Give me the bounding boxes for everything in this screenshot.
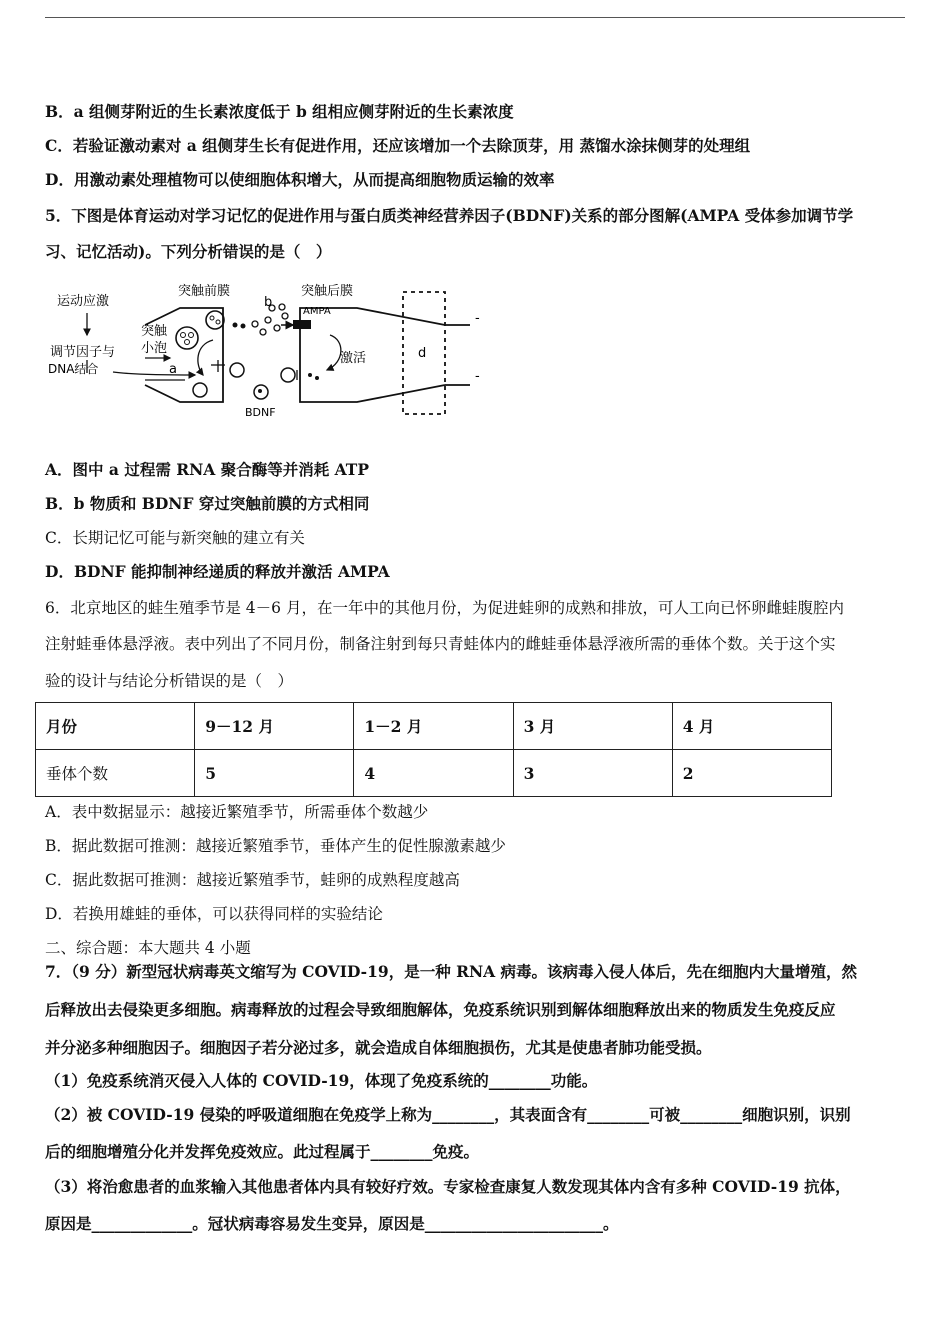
- q6-stem-line2: 注射蛙垂体悬浮液。表中列出了不同月份，制备注射到每只青蛙体内的雌蛙垂体悬浮液所需的垂体个数。关于这个实: [45, 635, 836, 653]
- table-header-cell: 1－2 月: [354, 703, 513, 750]
- q4-option-d: D．用激动素处理植物可以使细胞体积增大，从而提高细胞物质运输的效率: [45, 170, 555, 189]
- table-header-cell: 3 月: [513, 703, 672, 750]
- table-row: [36, 750, 832, 797]
- q6-option-d: D．若换用雄蛙的垂体，可以获得同样的实验结论: [45, 905, 383, 923]
- table-row: [36, 703, 832, 750]
- label-vesicle-1: 突触: [141, 324, 168, 339]
- q5-stem-line1: 5．下图是体育运动对学习记忆的促进作用与蛋白质类神经营养因子(BDNF)关系的部分图解(AMPA 受体参加调节学: [45, 206, 854, 225]
- section2-title: 二、综合题：本大题共 4 小题: [45, 939, 251, 957]
- q6-stem-line1: 6．北京地区的蛙生殖季节是 4－6 月，在一年中的其他月份，为促进蛙卵的成熟和排放，可人工向已怀卵雌蛙腹腔内: [45, 599, 844, 617]
- q7-sub2-line1: （2）被 COVID-19 侵染的呼吸道细胞在免疫学上称为________，其表面含有________可被________细胞识别，识别: [45, 1105, 851, 1124]
- label-presynaptic: 突触前膜: [178, 284, 231, 299]
- q7-sub3-line2: 原因是_____________。冠状病毒容易发生变异，原因是_______________________。: [45, 1214, 619, 1233]
- q6-option-c: C．据此数据可推测：越接近繁殖季节，蛙卵的成熟程度越高: [45, 871, 460, 889]
- label-regulator-2: DNA结合: [48, 362, 99, 376]
- table-header-cell: 9－12 月: [195, 703, 354, 750]
- label-bdnf: BDNF: [245, 406, 276, 419]
- table-header-cell: 4 月: [672, 703, 831, 750]
- label-minus-2: -: [475, 369, 480, 384]
- label-a: a: [169, 362, 177, 377]
- label-stress: 运动应激: [57, 294, 110, 309]
- q7-sub3-line1: （3）将治愈患者的血浆输入其他患者体内具有较好疗效。专家检查康复人数发现其体内含有多种 COVID-19 抗体，: [45, 1177, 851, 1196]
- q4-option-c: C．若验证激动素对 a 组侧芽生长有促进作用，还应该增加一个去除顶芽，用 蒸馏水涂抹侧芽的处理组: [45, 136, 751, 155]
- q6-stem-line3: 验的设计与结论分析错误的是（ ）: [45, 672, 294, 690]
- table-cell: 5: [195, 750, 354, 797]
- label-ampa: AMPA: [303, 306, 331, 317]
- q7-line3: 并分泌多种细胞因子。细胞因子若分泌过多，就会造成自体细胞损伤，尤其是使患者肺功能受损。: [45, 1038, 712, 1057]
- label-activate: 激活: [340, 351, 367, 366]
- q7-sub2-line2: 后的细胞增殖分化并发挥免疫效应。此过程属于________免疫。: [45, 1142, 480, 1161]
- q6-option-a: A．表中数据显示：越接近繁殖季节，所需垂体个数越少: [45, 803, 429, 821]
- label-regulator-1: 调节因子与: [50, 345, 116, 360]
- pituitary-table: [35, 702, 832, 797]
- q4-option-b: B．a 组侧芽附近的生长素浓度低于 b 组相应侧芽附近的生长素浓度: [45, 102, 514, 121]
- label-vesicle-2: 小泡: [141, 341, 168, 356]
- table-cell: 2: [672, 750, 831, 797]
- table-header-cell: 月份: [36, 703, 195, 750]
- table-cell: 4: [354, 750, 513, 797]
- label-d: d: [418, 346, 427, 361]
- q5-option-c: C．长期记忆可能与新突触的建立有关: [45, 529, 305, 547]
- label-b: b: [264, 295, 273, 310]
- q6-option-b: B．据此数据可推测：越接近繁殖季节，垂体产生的促性腺激素越少: [45, 837, 506, 855]
- label-postsynaptic: 突触后膜: [301, 284, 354, 299]
- q7-line2: 后释放出去侵染更多细胞。病毒释放的过程会导致细胞解体，免疫系统识别到解体细胞释放出来的物质发生免疫反应: [45, 1000, 836, 1019]
- q5-option-d: D．BDNF 能抑制神经递质的释放并激活 AMPA: [45, 562, 390, 581]
- q7-sub1: （1）免疫系统消灭侵入人体的 COVID-19，体现了免疫系统的________功能。: [45, 1071, 598, 1090]
- q7-line1: 7．（9 分）新型冠状病毒英文缩写为 COVID-19，是一种 RNA 病毒。该病毒入侵人体后，先在细胞内大量增殖，然: [45, 962, 858, 981]
- q5-stem-line2: 习、记忆活动)。下列分析错误的是（ ）: [45, 242, 332, 261]
- q5-option-b: B．b 物质和 BDNF 穿过突触前膜的方式相同: [45, 494, 370, 513]
- q5-option-a: A．图中 a 过程需 RNA 聚合酶等并消耗 ATP: [45, 460, 369, 479]
- label-minus-1: -: [475, 311, 480, 326]
- table-cell: 3: [513, 750, 672, 797]
- synapse-diagram: [45, 280, 495, 420]
- header-rule: [45, 17, 905, 18]
- table-cell: 垂体个数: [36, 750, 195, 797]
